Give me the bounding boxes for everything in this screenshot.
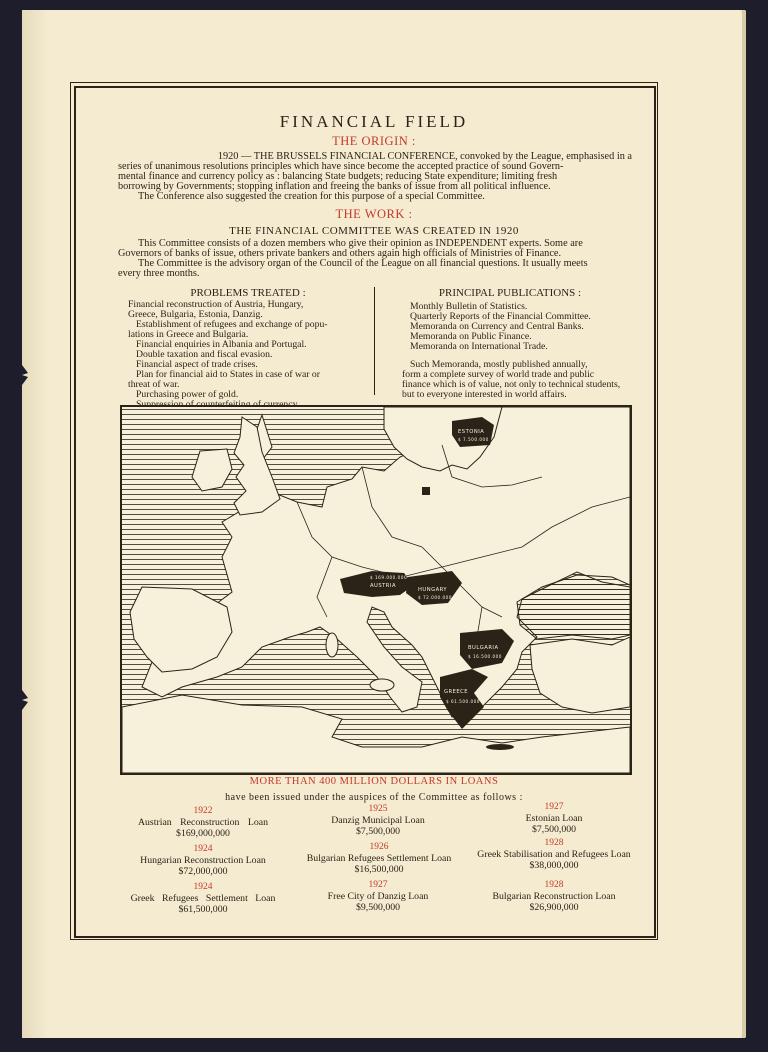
- loan-name: Hungarian Reconstruction Loan: [140, 855, 266, 866]
- loan-amount: $9,500,000: [355, 902, 401, 913]
- loan-amount: $169,000,000: [176, 828, 230, 839]
- loan-amount: $7,500,000: [355, 826, 401, 837]
- label-austria-amount: $ 169.000.000: [370, 575, 408, 580]
- problems-item: Establishment of refugees and exchange of popu-: [136, 319, 328, 330]
- work-heading: THE FINANCIAL COMMITTEE WAS CREATED IN 1920: [229, 225, 519, 237]
- label-estonia-amount: $ 7.500.000: [458, 437, 489, 442]
- label-bulgaria-amount: $ 16.500.000: [468, 654, 502, 659]
- loan-name: Bulgarian Refugees Settlement Loan: [306, 853, 452, 864]
- origin-line-5: The Conference also suggested the creation for this purpose of a special Committee.: [138, 191, 485, 202]
- loan-estonian: [464, 802, 644, 835]
- page-title: FINANCIAL FIELD: [279, 112, 469, 131]
- loan-year: 1927: [368, 880, 388, 890]
- work-line-2: Governors of banks of issue, others private bankers and others again high officials of Ministries of Finance.: [118, 248, 562, 259]
- column-divider: [374, 287, 375, 395]
- work-line-3: The Committee is the advisory organ of the Council of the League on all financial questions. It usually meets: [138, 258, 588, 269]
- problems-item: threat of war.: [128, 379, 180, 390]
- loan-bulgarian-reconstruction: [464, 880, 644, 913]
- corsica-sardinia: [326, 633, 338, 657]
- problems-list: [128, 300, 350, 410]
- publications-note-line: Such Memoranda, mostly published annually,: [410, 359, 588, 370]
- work-line-4: every three months.: [118, 268, 200, 279]
- publications-note-line: form a complete survey of world trade and public: [402, 369, 595, 380]
- loan-year: 1924: [193, 844, 213, 854]
- problems-item: Purchasing power of gold.: [136, 389, 239, 400]
- crete: [486, 744, 514, 750]
- publication-item: Memoranda on Currency and Central Banks.: [410, 321, 584, 332]
- label-hungary-amount: $ 72.000.000: [418, 595, 452, 600]
- loan-greek-refugees: [113, 882, 293, 915]
- loan-name: Danzig Municipal Loan: [331, 815, 425, 826]
- loan-name: Austrian Reconstruction Loan: [137, 817, 269, 828]
- loan-year: 1927: [544, 802, 564, 812]
- loan-greek-stabilisation: [464, 838, 644, 871]
- loan-year: 1926: [369, 842, 389, 852]
- problems-item: Financial reconstruction of Austria, Hungary,: [128, 299, 304, 310]
- origin-line-2: series of unanimous resolutions principles which have since become the accepted practice of sound Govern-: [118, 161, 564, 172]
- origin-line-1: 1920 — THE BRUSSELS FINANCIAL CONFERENCE, convoked by the League, emphasised in a: [217, 151, 632, 162]
- problems-item: Greece, Bulgaria, Estonia, Danzig.: [128, 309, 263, 320]
- loan-amount: $38,000,000: [529, 860, 579, 871]
- problems-item: Plan for financial aid to States in case of war or: [136, 369, 321, 380]
- problems-item: Double taxation and fiscal evasion.: [136, 349, 273, 360]
- danzig-shape: [422, 487, 430, 495]
- loan-year: 1922: [193, 806, 213, 816]
- publication-item: Memoranda on Public Finance.: [410, 331, 532, 342]
- sicily: [370, 679, 394, 691]
- origin-label: THE ORIGIN :: [332, 134, 416, 148]
- publication-item: Quarterly Reports of the Financial Committee.: [410, 311, 591, 322]
- loan-year: 1928: [544, 880, 564, 890]
- loan-name: Free City of Danzig Loan: [327, 891, 429, 902]
- map-drawing: [122, 407, 630, 773]
- loan-year: 1925: [368, 804, 388, 814]
- loan-austrian: [113, 806, 293, 839]
- loan-amount: $61,500,000: [178, 904, 228, 915]
- label-hungary: HUNGARY: [418, 587, 448, 593]
- loan-amount: $16,500,000: [354, 864, 404, 875]
- loan-amount: $72,000,000: [178, 866, 228, 877]
- loan-bulgarian-refugees: [288, 842, 470, 875]
- work-label: THE WORK :: [335, 207, 413, 221]
- publications-note-line: but to everyone interested in world affairs.: [402, 389, 567, 400]
- loan-year: 1924: [193, 882, 213, 892]
- binding-hole-icon: [22, 365, 30, 385]
- publications-note: [402, 360, 632, 400]
- origin-line-3: mental finance and currency policy as : balancing State budgets; reducing State expenditure; limiting fresh: [118, 171, 558, 182]
- problems-item: Financial enquiries in Albania and Portugal.: [136, 339, 307, 350]
- loan-free-city-danzig: [288, 880, 468, 913]
- label-estonia: ESTONIA: [458, 429, 485, 435]
- label-greece: GREECE: [444, 689, 469, 695]
- loan-name: Greek Stabilisation and Refugees Loan: [477, 849, 631, 860]
- loan-name: Greek Refugees Settlement Loan: [130, 893, 276, 904]
- loan-danzig-municipal: [288, 804, 468, 837]
- work-line-1: This Committee consists of a dozen members who give their opinion as INDEPENDENT experts. Some are: [138, 238, 583, 249]
- loan-hungarian: [113, 844, 293, 877]
- publications-note-line: finance which is of value, not only to technical students,: [402, 379, 621, 390]
- loan-amount: $7,500,000: [531, 824, 577, 835]
- problems-item: Financial aspect of trade crises.: [136, 359, 258, 370]
- publications-heading: PRINCIPAL PUBLICATIONS :: [438, 287, 582, 299]
- origin-line-4: borrowing by Governments; stopping inflation and freeing the banks of issue from all political influence.: [118, 181, 551, 192]
- loans-subheading: have been issued under the auspices of the Committee as follows :: [225, 792, 523, 803]
- publication-item: Monthly Bulletin of Statistics.: [410, 301, 528, 312]
- loans-heading: MORE THAN 400 MILLION DOLLARS IN LOANS: [249, 776, 499, 787]
- loan-year: 1928: [544, 838, 564, 848]
- loan-name: Estonian Loan: [525, 813, 583, 824]
- loan-amount: $26,900,000: [529, 902, 579, 913]
- problems-item: lations in Greece and Bulgaria.: [128, 329, 249, 340]
- publication-item: Memoranda on International Trade.: [410, 341, 548, 352]
- binding-hole-icon: [22, 690, 30, 710]
- europe-map: [120, 405, 632, 775]
- publications-list: [410, 302, 632, 352]
- problems-heading: PROBLEMS TREATED :: [190, 287, 306, 299]
- label-greece-amount: $ 61.500.000: [446, 699, 480, 704]
- label-bulgaria: BULGARIA: [468, 645, 499, 651]
- loan-name: Bulgarian Reconstruction Loan: [492, 891, 616, 902]
- label-austria: AUSTRIA: [370, 583, 396, 589]
